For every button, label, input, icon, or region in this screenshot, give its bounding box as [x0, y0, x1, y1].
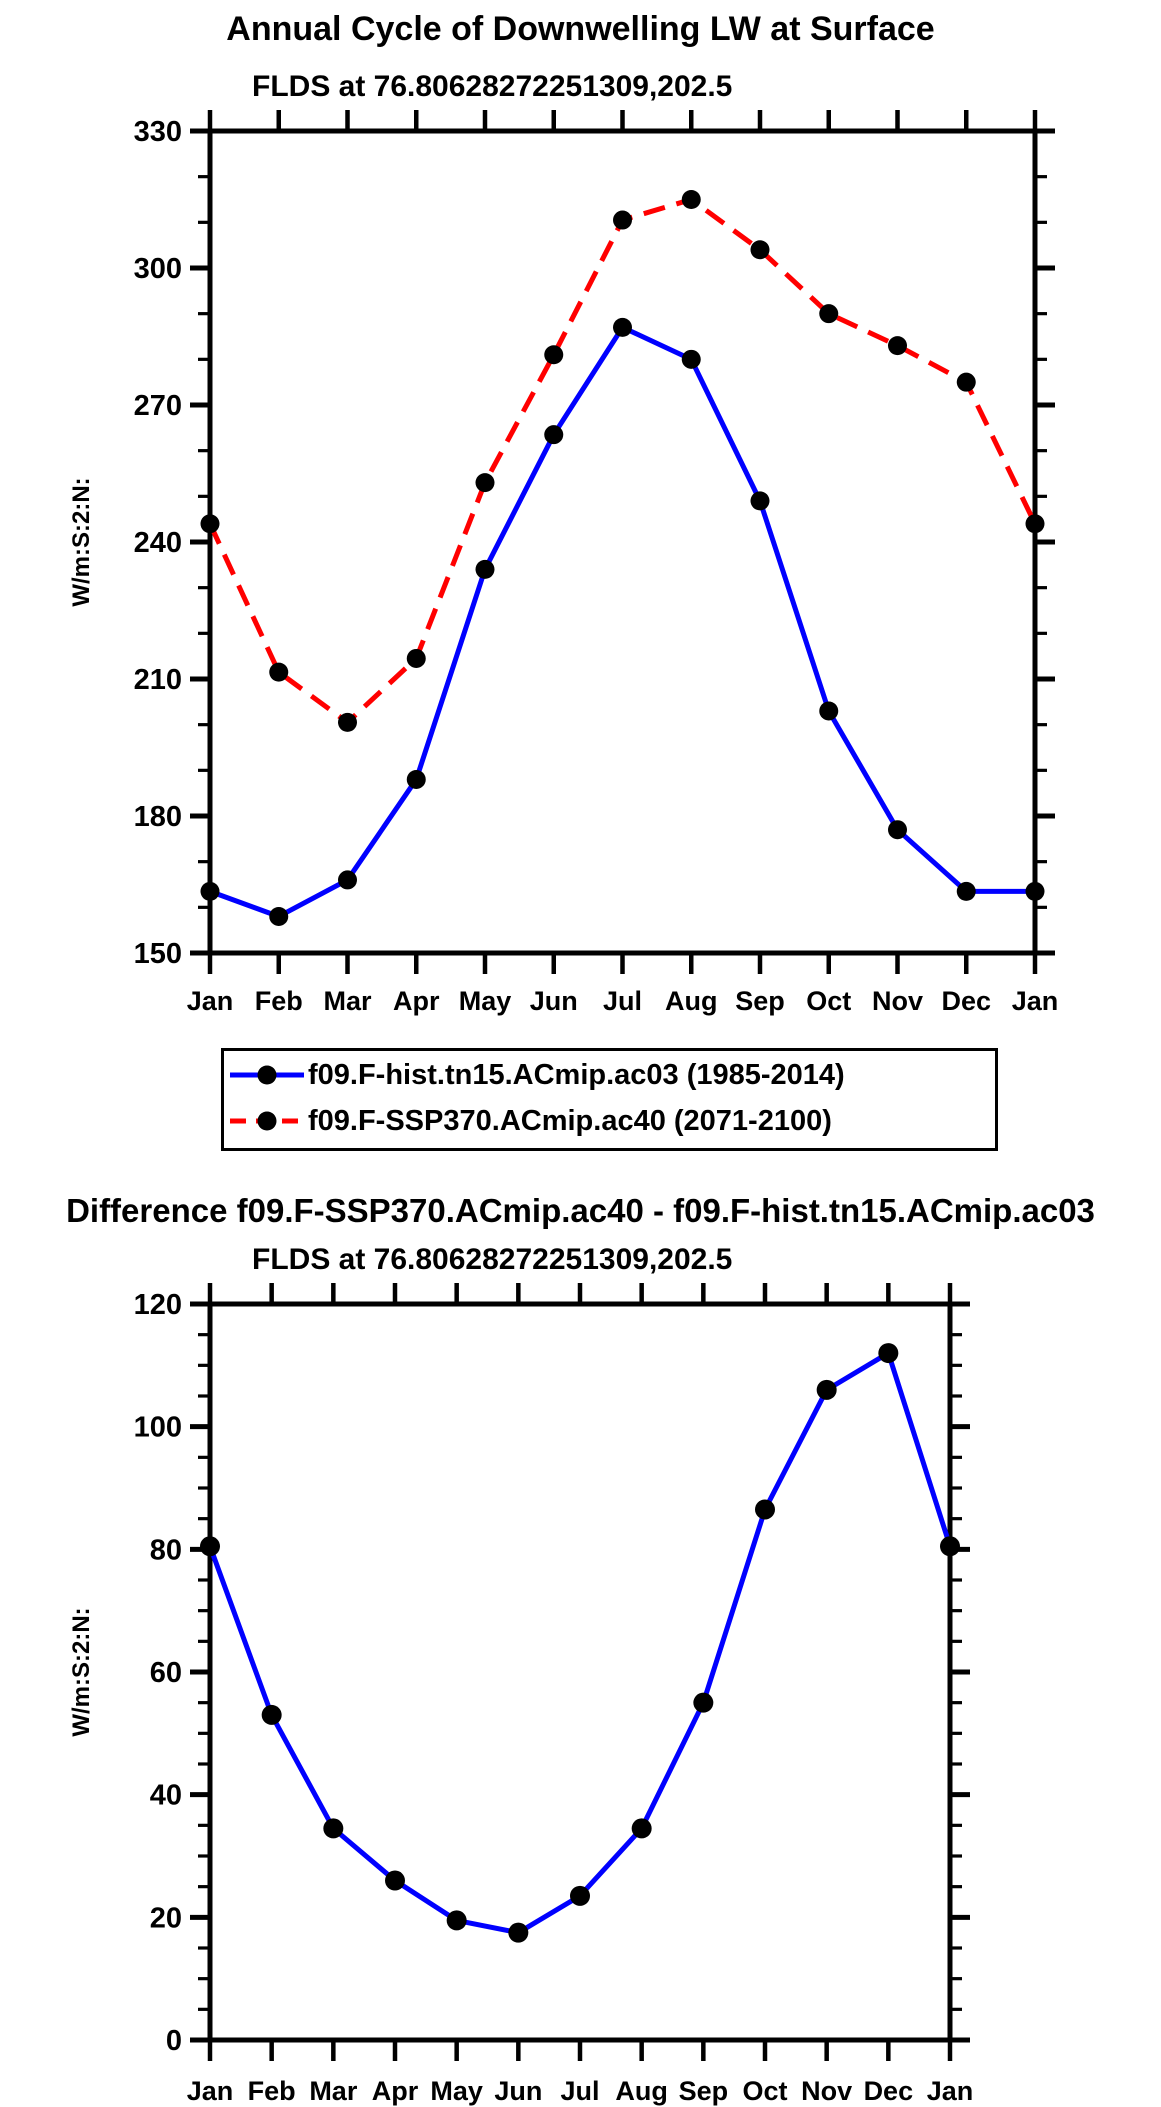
- x-tick-label: Mar: [309, 2076, 358, 2106]
- x-tick-label: Oct: [742, 2076, 788, 2106]
- data-point-marker: [751, 491, 770, 510]
- data-point-marker: [682, 350, 701, 369]
- data-point-marker: [570, 1886, 590, 1906]
- y-tick-label: 240: [133, 527, 182, 559]
- x-tick-label: Jun: [529, 986, 578, 1016]
- data-point-marker: [755, 1499, 775, 1519]
- data-point-marker: [338, 870, 357, 889]
- data-point-marker: [269, 663, 288, 682]
- legend-box: [221, 1048, 998, 1151]
- data-point-marker: [819, 701, 838, 720]
- data-point-marker: [407, 770, 426, 789]
- y-tick-label: 180: [133, 801, 182, 833]
- data-point-marker: [878, 1343, 898, 1363]
- x-tick-label: Feb: [254, 986, 303, 1016]
- x-tick-label: Jan: [926, 2076, 974, 2106]
- data-point-marker: [262, 1705, 282, 1725]
- x-tick-label: Sep: [735, 986, 785, 1016]
- main-title: Annual Cycle of Downwelling LW at Surface: [226, 10, 935, 48]
- data-point-marker: [613, 318, 632, 337]
- data-point-marker: [544, 345, 563, 364]
- data-point-marker: [682, 190, 701, 209]
- y-tick-label: 0: [165, 2025, 182, 2057]
- legend-sample-ssp370: [228, 1099, 306, 1143]
- data-point-marker: [508, 1923, 528, 1943]
- y-tick-label: 40: [149, 1779, 182, 1812]
- data-point-marker: [693, 1693, 713, 1713]
- x-tick-label: Dec: [941, 986, 992, 1016]
- data-point-marker: [1026, 514, 1045, 533]
- data-point-marker: [201, 514, 220, 533]
- x-tick-label: Mar: [323, 986, 372, 1016]
- x-tick-label: Apr: [371, 2076, 419, 2106]
- data-point-marker: [1026, 882, 1045, 901]
- x-tick-label: Sep: [678, 2076, 729, 2106]
- series-line-1: [210, 200, 1035, 723]
- data-point-marker: [957, 882, 976, 901]
- y-tick-label: 100: [133, 1411, 182, 1444]
- x-tick-label: Jul: [602, 986, 643, 1016]
- data-point-marker: [200, 1536, 220, 1556]
- data-point-marker: [957, 373, 976, 392]
- legend-marker-dot: [258, 1066, 277, 1085]
- data-point-marker: [323, 1818, 343, 1838]
- data-point-marker: [613, 211, 632, 230]
- legend-label-hist: f09.F-hist.tn15.ACmip.ac03 (1985-2014): [308, 1058, 845, 1091]
- x-tick-label: Apr: [393, 986, 440, 1016]
- x-tick-label: Jul: [560, 2076, 600, 2106]
- y-tick-label: 60: [149, 1657, 182, 1689]
- top-plot-y-axis-title: W/m:S:2:N:: [68, 477, 95, 607]
- legend-entry-hist: [228, 1053, 845, 1097]
- data-point-marker: [447, 1910, 467, 1930]
- data-point-marker: [544, 425, 563, 444]
- data-point-marker: [385, 1871, 405, 1891]
- x-tick-label: Aug: [665, 986, 718, 1016]
- data-point-marker: [940, 1536, 960, 1556]
- data-point-marker: [201, 882, 220, 901]
- plot-frame: [210, 131, 1035, 953]
- series-line-0: [210, 327, 1035, 916]
- x-tick-label: Feb: [247, 2076, 296, 2106]
- y-tick-label: 80: [149, 1534, 182, 1567]
- data-point-marker: [476, 560, 495, 579]
- x-tick-label: Jan: [186, 2076, 234, 2106]
- plot-frame: [210, 1304, 950, 2040]
- y-tick-label: 20: [149, 1902, 182, 1935]
- data-point-marker: [888, 820, 907, 839]
- data-point-marker: [407, 649, 426, 668]
- bottom-plot-subtitle: FLDS at 76.80628272251309,202.5: [252, 1243, 733, 1276]
- legend-marker-dot: [258, 1112, 277, 1131]
- data-point-marker: [819, 304, 838, 323]
- top-chart-svg: [0, 0, 1161, 1040]
- x-tick-label: Dec: [863, 2076, 914, 2106]
- data-point-marker: [269, 907, 288, 926]
- legend-label-ssp370: f09.F-SSP370.ACmip.ac40 (2071-2100): [308, 1104, 832, 1137]
- x-tick-label: May: [430, 2076, 483, 2106]
- difference-title: Difference f09.F-SSP370.ACmip.ac40 - f09.F-hist.tn15.ACmip.ac03: [66, 1192, 1095, 1229]
- x-tick-label: Aug: [615, 2076, 668, 2106]
- x-tick-label: Jun: [494, 2076, 543, 2106]
- y-tick-label: 120: [133, 1289, 182, 1321]
- data-point-marker: [476, 473, 495, 492]
- data-point-marker: [888, 336, 907, 355]
- data-point-marker: [338, 713, 357, 732]
- data-point-marker: [817, 1380, 837, 1400]
- y-tick-label: 270: [133, 390, 182, 422]
- y-tick-label: 150: [133, 938, 182, 970]
- y-tick-label: 210: [133, 664, 182, 696]
- top-plot-subtitle: FLDS at 76.80628272251309,202.5: [252, 70, 733, 103]
- bottom-chart-svg: [0, 1180, 1161, 2107]
- bottom-plot-y-axis-title: W/m:S:2:N:: [68, 1607, 95, 1737]
- legend-sample-hist: [228, 1053, 306, 1097]
- x-tick-label: Jan: [186, 986, 234, 1016]
- x-tick-label: Nov: [871, 986, 924, 1016]
- data-point-marker: [751, 240, 770, 259]
- y-tick-label: 330: [133, 116, 182, 148]
- x-tick-label: Nov: [801, 2076, 853, 2106]
- legend-entry-ssp370: [228, 1099, 832, 1143]
- x-tick-label: Jan: [1011, 986, 1059, 1016]
- x-tick-label: Oct: [806, 986, 852, 1016]
- x-tick-label: May: [458, 986, 512, 1016]
- data-point-marker: [632, 1818, 652, 1838]
- y-tick-label: 300: [133, 253, 182, 285]
- series-line-0: [210, 1353, 950, 1933]
